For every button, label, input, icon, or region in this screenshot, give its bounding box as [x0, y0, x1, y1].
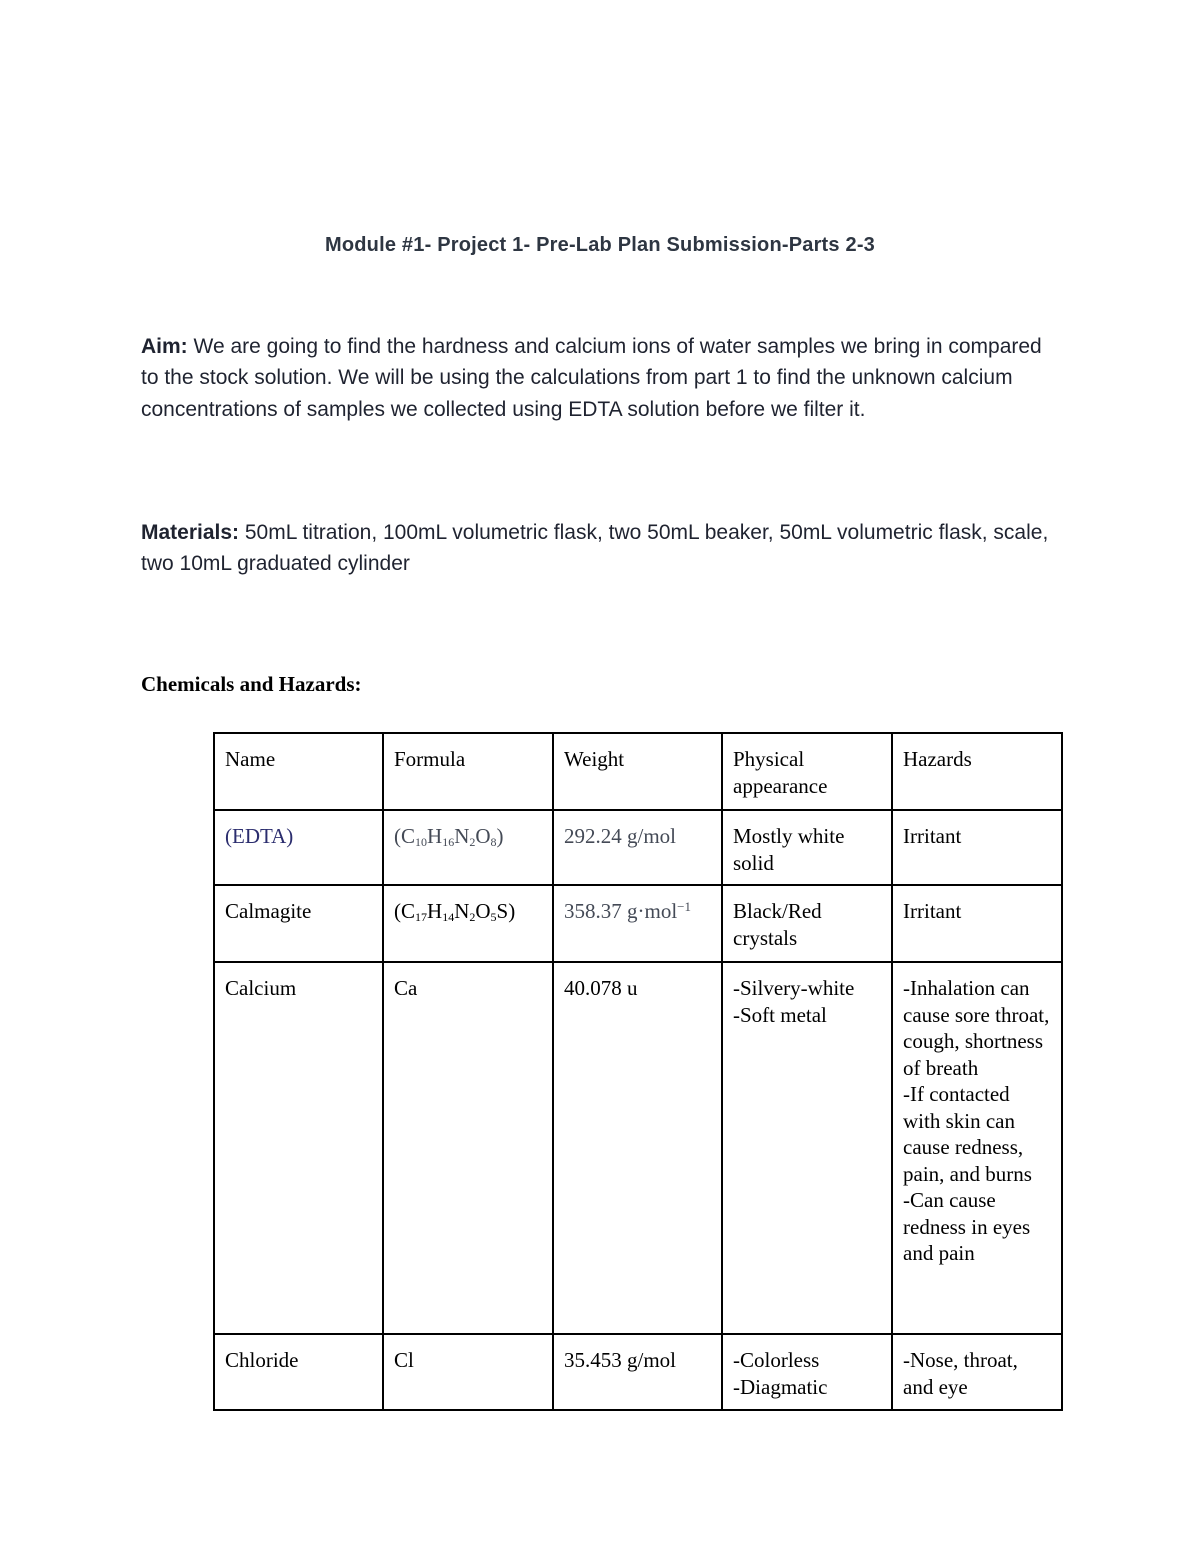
chemicals-table [213, 732, 1063, 1411]
hazard-line: -Can cause redness in eyes and pain [903, 1188, 1031, 1265]
chemicals-heading: Chemicals and Hazards: [141, 672, 362, 696]
header-appearance: Physical appearance [722, 733, 892, 810]
formula-element: C [401, 899, 416, 923]
hazard-line: -If contacted with skin can cause redness, pain, and burns [903, 1082, 1032, 1186]
cell-weight: 35.453 g/mol [553, 1334, 722, 1410]
cell-appearance: Mostly white solid [722, 810, 892, 885]
formula-element: O [475, 824, 491, 848]
formula-subscript: 2 [469, 910, 476, 924]
formula-element: H [427, 824, 443, 848]
page-title: Module #1- Project 1- Pre-Lab Plan Submission-Parts 2-3 [324, 234, 876, 256]
materials-text: 50mL titration, 100mL volumetric flask, two 50mL beaker, 50mL volumetric flask, scale, two 10mL graduated cylinder [141, 521, 1049, 576]
formula-element: N [454, 824, 470, 848]
cell-hazards: Irritant [892, 810, 1062, 885]
formula-open-paren: ( [394, 899, 401, 923]
table-row [214, 885, 1062, 962]
materials-paragraph [141, 517, 1061, 580]
cell-appearance: Black/Red crystals [722, 885, 892, 962]
appearance-line: -Colorless [733, 1348, 820, 1372]
cell-hazards [892, 962, 1062, 1334]
appearance-line: -Soft metal [733, 1002, 827, 1027]
formula-close-paren: ) [496, 824, 504, 848]
formula-element: C [401, 824, 416, 848]
cell-weight: 292.24 g/mol [553, 810, 722, 885]
materials-label: Materials: [141, 521, 240, 544]
cell-appearance [722, 1334, 892, 1410]
formula-open-paren: ( [394, 824, 401, 848]
formula-subscript: 5 [490, 910, 497, 924]
weight-value: 358.37 g·mol [564, 899, 678, 923]
formula-subscript: 17 [415, 910, 428, 924]
formula-element: S [496, 899, 509, 923]
aim-paragraph [141, 331, 1061, 425]
cell-formula: Cl [383, 1334, 553, 1410]
table-header-row [214, 733, 1062, 810]
formula-close-paren: ) [508, 899, 516, 923]
header-weight: Weight [553, 733, 722, 810]
cell-name: (EDTA) [214, 810, 383, 885]
formula-subscript: 16 [442, 835, 455, 849]
formula-element: H [427, 899, 443, 923]
hazard-line: -Inhalation can cause sore throat, cough, shortness of breath [903, 976, 1050, 1080]
appearance-line: -Silvery-white [733, 976, 855, 1000]
aim-label: Aim: [141, 335, 188, 358]
appearance-line: -Diagmatic [733, 1374, 828, 1399]
cell-weight [553, 885, 722, 962]
cell-appearance [722, 962, 892, 1334]
aim-text: We are going to find the hardness and calcium ions of water samples we bring in compared to the stock solution. We will be using the calculations from part 1 to find the unknown calcium concentrations of samples we collected using EDTA solution before we filter it. [141, 335, 1042, 421]
cell-name: Chloride [214, 1334, 383, 1410]
table-row [214, 810, 1062, 885]
formula-subscript: 14 [442, 910, 455, 924]
cell-weight: 40.078 u [553, 962, 722, 1334]
formula-element: N [454, 899, 470, 923]
cell-name: Calmagite [214, 885, 383, 962]
header-formula: Formula [383, 733, 553, 810]
cell-formula [383, 810, 553, 885]
formula-element: O [475, 899, 491, 923]
header-hazards: Hazards [892, 733, 1062, 810]
cell-hazards: Irritant [892, 885, 1062, 962]
cell-hazards: -Nose, throat, and eye [892, 1334, 1062, 1410]
cell-name: Calcium [214, 962, 383, 1334]
formula-subscript: 10 [415, 835, 428, 849]
weight-exponent: −1 [677, 899, 692, 914]
cell-formula: Ca [383, 962, 553, 1334]
cell-formula [383, 885, 553, 962]
table-row [214, 962, 1062, 1334]
table-row [214, 1334, 1062, 1410]
formula-subscript: 2 [469, 835, 476, 849]
header-name: Name [214, 733, 383, 810]
formula-subscript: 8 [490, 835, 497, 849]
